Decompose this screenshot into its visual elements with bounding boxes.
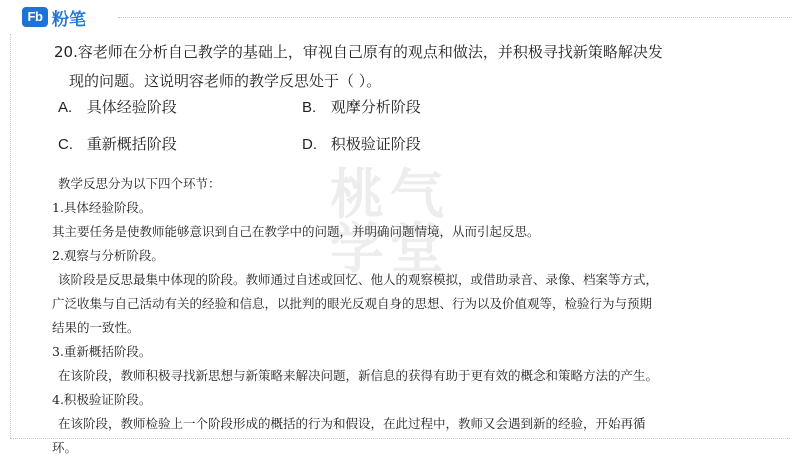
question-stem — [54, 38, 754, 96]
watermark-line-2: 学堂 — [330, 217, 450, 280]
left-rule — [10, 34, 11, 438]
stage-4-title: 4.积极验证阶段。 — [52, 392, 152, 407]
option-d-text: 积极验证阶段 — [330, 135, 421, 153]
stage-3-title: 3.重新概括阶段。 — [52, 344, 152, 359]
option-d[interactable] — [302, 133, 421, 154]
stage-1-body: 其主要任务是使教师能够意识到自己在教学中的问题，并明确问题情境，从而引起反思。 — [52, 224, 540, 239]
stage-2-body-2: 广泛收集与自己活动有关的经验和信息，以批判的眼光反观自身的思想、行为以及价值观等，检验行为与预期 — [52, 296, 653, 311]
stage-2-title: 2.观察与分析阶段。 — [52, 248, 164, 263]
option-d-letter: D. — [302, 136, 317, 153]
stage-3-body: 在该阶段，教师积极寻找新思想与新策略来解决问题，新信息的获得有助于更有效的概念和策略方法的产生。 — [58, 368, 659, 383]
option-b-letter: B. — [302, 99, 317, 116]
question-line-2: 现的问题。这说明容老师的教学反思处于（ ）。 — [69, 72, 382, 90]
top-bar — [0, 0, 800, 34]
logo — [22, 6, 86, 28]
question-line-1: 20.容老师在分析自己教学的基础上，审视自己原有的观点和做法，并积极寻找新策略解决发 — [54, 43, 663, 61]
stage-1-title: 1.具体经验阶段。 — [52, 200, 152, 215]
explanation-intro: 教学反思分为以下四个环节： — [58, 176, 221, 191]
header-divider — [118, 17, 792, 18]
stage-4-body-2: 环。 — [52, 440, 78, 455]
option-c-text: 重新概括阶段 — [86, 135, 177, 153]
option-c-letter: C. — [58, 136, 73, 153]
option-a[interactable] — [58, 96, 177, 117]
option-c[interactable] — [58, 133, 177, 154]
option-a-letter: A. — [58, 99, 73, 116]
option-a-text: 具体经验阶段 — [86, 98, 177, 116]
stage-4-body-1: 在该阶段，教师检验上一个阶段形成的概括的行为和假设，在此过程中，教师又会遇到新的经验，开始再循 — [58, 416, 646, 431]
stage-2-body-3: 结果的一致性。 — [52, 320, 140, 335]
logo-text: 粉笔 — [52, 9, 86, 30]
logo-mark: Fb — [22, 7, 48, 27]
stage-2-body-1: 该阶段是反思最集中体现的阶段。教师通过自述或回忆、他人的观察模拟，或借助录音、录像、档案等方式， — [58, 272, 659, 287]
option-b-text: 观摩分析阶段 — [330, 98, 421, 116]
option-b[interactable] — [302, 96, 421, 117]
explanation — [52, 172, 780, 460]
watermark-line-1: 桃气 — [330, 163, 450, 226]
